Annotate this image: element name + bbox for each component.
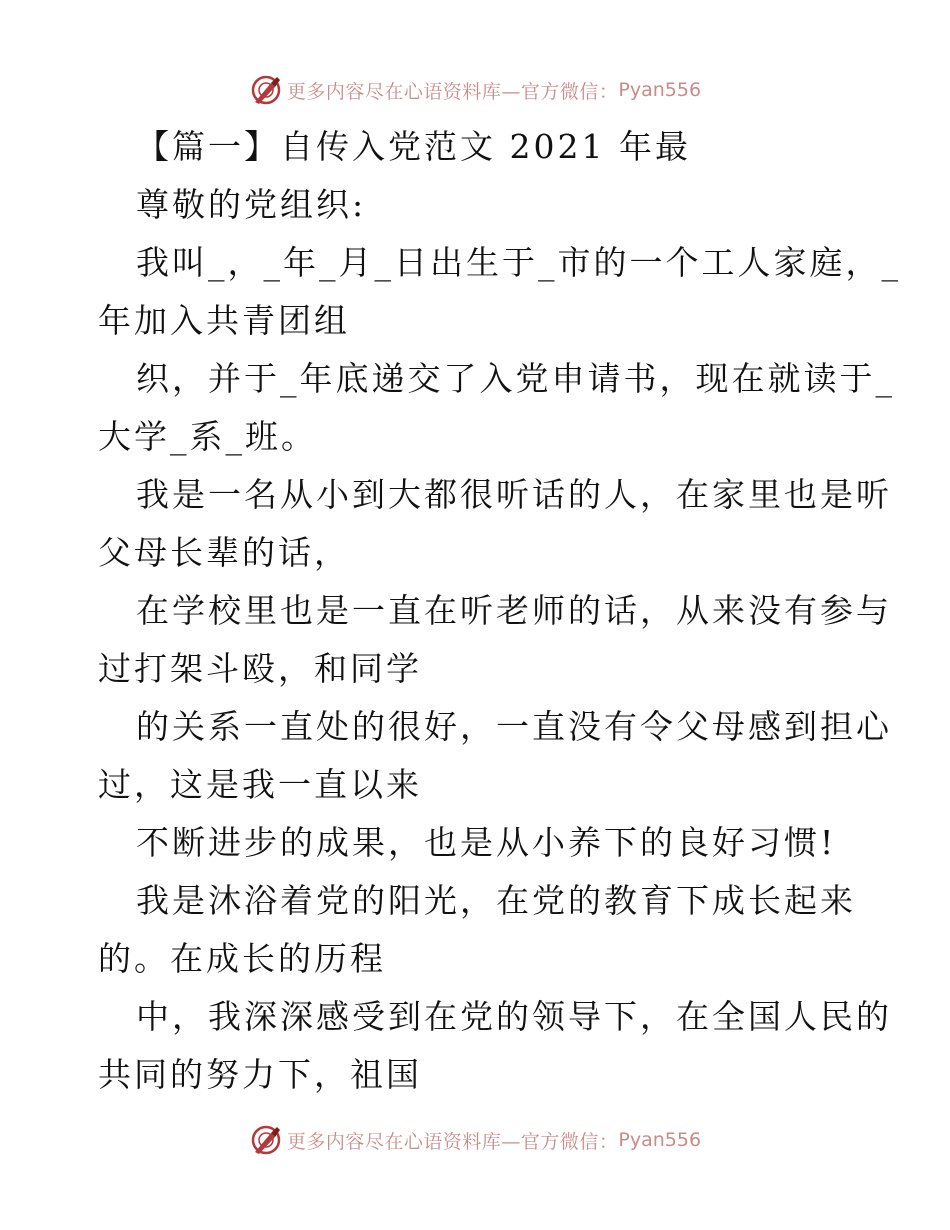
body-line: 我是沐浴着党的阳光，在党的教育下成长起来 <box>136 881 856 920</box>
body-line: 大学_系_班。 <box>98 417 317 456</box>
watermark-header <box>0 70 950 110</box>
salutation: 尊敬的党组织: <box>136 185 367 224</box>
body-line: 在学校里也是一直在听老师的话，从来没有参与 <box>136 591 892 630</box>
body-line: 共同的努力下，祖国 <box>98 1055 422 1094</box>
body-line: 过打架斗殴，和同学 <box>98 649 422 688</box>
body-line: 织，并于_年底递交了入党申请书，现在就读于_ <box>136 359 895 398</box>
body-line: 年加入共青团组 <box>98 301 350 340</box>
body-line: 我是一名从小到大都很听话的人，在家里也是听 <box>136 475 892 514</box>
body-line: 过，这是我一直以来 <box>98 765 422 804</box>
body-line: 中，我深深感受到在党的领导下，在全国人民的 <box>136 997 892 1036</box>
body-line: 的关系一直处的很好，一直没有令父母感到担心 <box>136 707 892 746</box>
watermark-footer <box>0 1120 950 1160</box>
watermark-id: Pyan556 <box>618 79 702 101</box>
watermark-id: Pyan556 <box>618 1129 702 1151</box>
watermark-text: 更多内容尽在心语资料库—官方微信： <box>286 80 619 103</box>
watermark-text: 更多内容尽在心语资料库—官方微信： <box>286 1130 619 1153</box>
body-line: 不断进步的成果，也是从小养下的良好习惯! <box>136 823 837 862</box>
body-line: 我叫_，_年_月_日出生于_市的一个工人家庭，_ <box>136 243 901 282</box>
pen-logo-icon <box>249 73 283 107</box>
document-title: 【篇一】自传入党范文 2021 年最 <box>136 127 691 166</box>
body-line: 的。在成长的历程 <box>98 939 386 978</box>
pen-logo-icon <box>249 1123 283 1157</box>
body-line: 父母长辈的话， <box>98 533 350 572</box>
document-body <box>98 118 901 1104</box>
